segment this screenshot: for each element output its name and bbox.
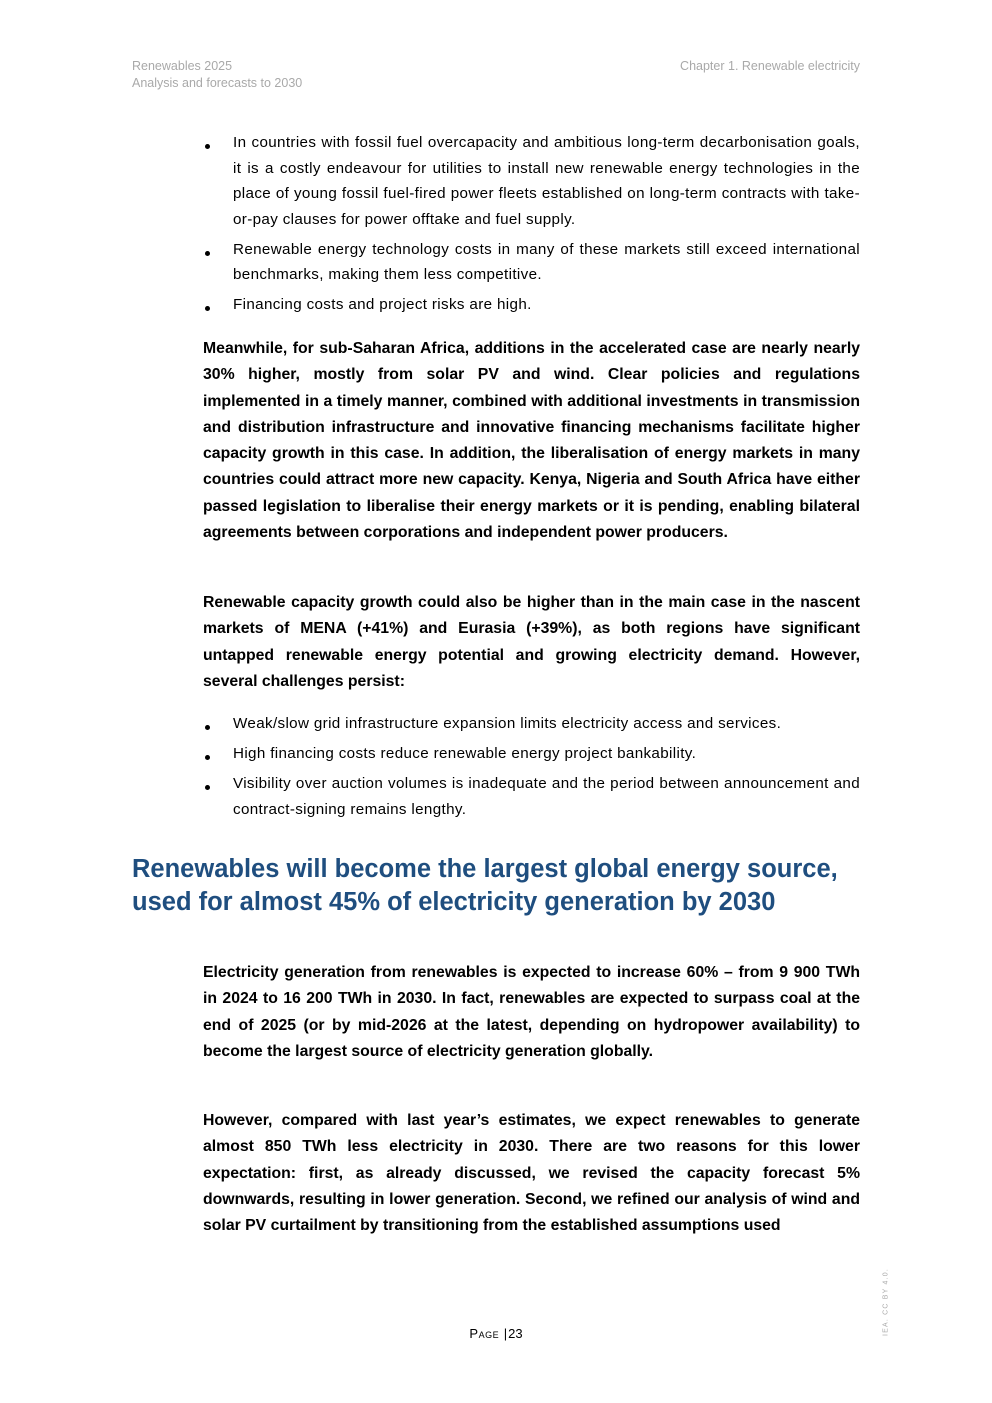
list-item: Weak/slow grid infrastructure expansion limits electricity access and services.: [203, 711, 860, 737]
list-item: Renewable energy technology costs in many of these markets still exceed international benchmarks, making them less competitive.: [203, 237, 860, 288]
section-heading: Renewables will become the largest global energy source, used for almost 45% of electricity generation by 2030: [132, 855, 838, 916]
chapter-title: Chapter 1. Renewable electricity: [680, 59, 860, 73]
region-sub-saharan-africa: sub-Saharan Africa: [319, 340, 465, 357]
text-span: Meanwhile, for: [203, 340, 320, 357]
paragraph-sub-saharan-africa: [203, 336, 860, 546]
report-subtitle: Analysis and forecasts to 2030: [132, 76, 303, 90]
page-footer: [0, 1326, 992, 1341]
text-span: Renewable capacity growth could also be higher than in the main case in the nascent markets of: [203, 594, 860, 638]
page-number: 23: [508, 1326, 523, 1341]
list-item: Financing costs and project risks are high.: [203, 292, 860, 318]
bullet-list-persisting-challenges: [203, 711, 860, 827]
paragraph-generation-growth: Electricity generation from renewables is expected to increase 60% – from 9 900 TWh in 2024 to 16 200 TWh in 2030. In fact, renewables are expected to surpass coal at the end of 2025 (or by mid-2026 at the latest, depending on hydropower availability) to become the largest source of electricity generation globally.: [203, 964, 860, 1060]
page-label: Page: [469, 1326, 500, 1341]
region-eurasia: Eurasia: [458, 620, 516, 638]
text-span: (+39%), as both regions have significant untapped renewable energy potential and growing electricity demand. However, several challenges persist:: [203, 620, 860, 690]
list-item: High financing costs reduce renewable energy project bankability.: [203, 741, 860, 767]
list-item: Visibility over auction volumes is inadequate and the period between announcement and contract-signing remains lengthy.: [203, 771, 860, 822]
paragraph-forecast-revision: However, compared with last year’s estimates, we expect renewables to generate almost 850 TWh less electricity in 2030. There are two reasons for this lower expectation: first, as already discussed, we revised the capacity forecast 5% downwards, resulting in lower generation. Second, we refined our analysis of wind and solar PV curtailment by transitioning from the established assumptions used: [203, 1112, 860, 1235]
paragraph-mena-eurasia: [203, 590, 860, 695]
page-separator: |: [503, 1326, 508, 1341]
report-title: Renewables 2025: [132, 59, 233, 73]
list-item: In countries with fossil fuel overcapacity and ambitious long-term decarbonisation goals, it is a costly endeavour for utilities to install new renewable energy technologies in the place of young fossil fuel-fired power fleets established on long-term contracts with take-or-pay clauses for power offtake and fuel supply.: [203, 130, 860, 232]
bullet-list-challenges: [203, 130, 860, 322]
license-note: IEA. CC BY 4.0.: [882, 1267, 890, 1337]
header-left: [132, 58, 302, 92]
text-span: , additions in the accelerated case are nearly nearly 30% higher, mostly from solar PV and wind. Clear policies and regulations implemented in a timely manner, combined with additional investments in transmission and distribution infrastructure and innovative financing mechanisms facilitate higher capacity growth in this case. In addition, the liberalisation of energy markets in many countries could attract more new capacity. Kenya, Nigeria and South Africa have either passed legislation to liberalise their energy markets or it is pending, enabling bilateral agreements between corporations and independent power producers.: [203, 340, 860, 542]
text-span: (+41%) and: [346, 620, 459, 638]
region-mena: MENA: [300, 620, 347, 638]
